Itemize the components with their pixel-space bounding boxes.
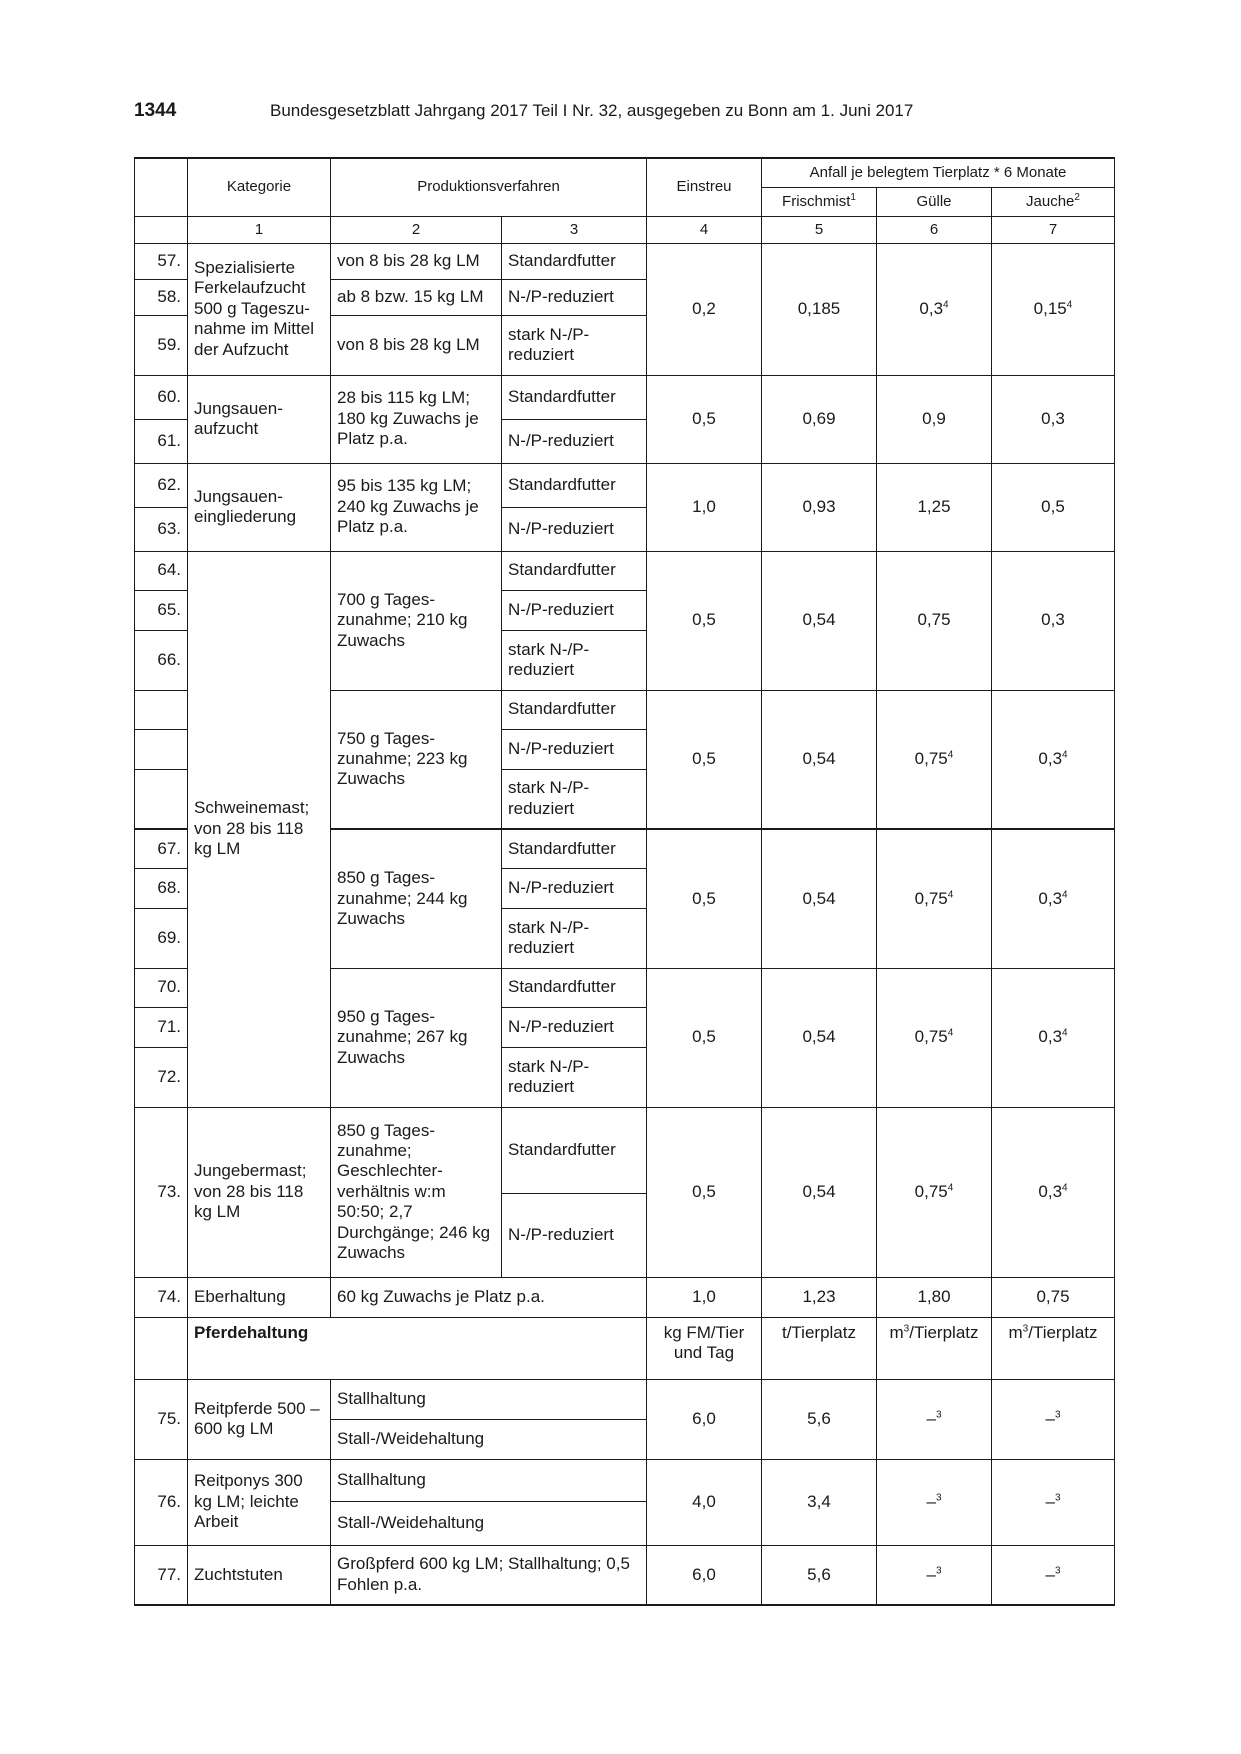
table-row: [135, 243, 1115, 279]
jauche-value: $0,3^4$: [992, 968, 1115, 1107]
guelle-value: –$^3$: [877, 1379, 992, 1459]
feed-cell: stark N-/P-reduziert: [502, 1047, 647, 1107]
frischmist-value: 0,185: [762, 243, 877, 375]
unit-einstreu: kg FM/Tier und Tag: [647, 1317, 762, 1379]
table-row: [135, 1545, 1115, 1605]
produktion-cell: von 8 bis 28 kg LM: [331, 243, 502, 279]
einstreu-value: 1,0: [647, 463, 762, 551]
row-number: 60.: [135, 375, 188, 419]
einstreu-value: 1,0: [647, 1277, 762, 1317]
table-row: [135, 1277, 1115, 1317]
blank-header-cell: [135, 158, 188, 216]
feed-cell: Standardfutter: [502, 1107, 647, 1193]
produktion-cell: 850 g Tageszunahme; Geschlechterverhältnis w:m 50:50; 2,7 Durchgänge; 246 kg Zuwachs: [331, 1107, 502, 1277]
kategorie-cell: Reitponys 300 kg LM; leichte Arbeit: [188, 1459, 331, 1545]
kategorie-cell: Spezialisierte Ferkelaufzucht 500 g Tageszunahme im Mittel der Aufzucht: [188, 243, 331, 375]
jauche-value: 0,15$^4$: [992, 243, 1115, 375]
row-number: 66.: [135, 630, 188, 690]
einstreu-value: 6,0: [647, 1545, 762, 1605]
row-number: 63.: [135, 507, 188, 551]
einstreu-value: 0,5: [647, 551, 762, 690]
feed-cell: N-/P-reduziert: [502, 590, 647, 630]
jauche-value: $0,3^4$: [992, 1107, 1115, 1277]
col-number: 6: [877, 216, 992, 243]
frischmist-value: 3,4: [762, 1459, 877, 1545]
frischmist-value: 5,6: [762, 1379, 877, 1459]
kategorie-cell: Jungebermast; von 28 bis 118 kg LM: [188, 1107, 331, 1277]
col-number: 7: [992, 216, 1115, 243]
produktion-cell: 28 bis 115 kg LM; 180 kg Zuwachs je Platz p.a.: [331, 375, 502, 463]
col-number: 4: [647, 216, 762, 243]
jauche-value: 0,5: [992, 463, 1115, 551]
frischmist-value: 0,54: [762, 690, 877, 829]
feed-cell: N-/P-reduziert: [502, 279, 647, 315]
einstreu-value: 0,5: [647, 375, 762, 463]
produktion-cell: Großpferd 600 kg LM; Stallhaltung; 0,5 Fohlen p.a.: [331, 1545, 647, 1605]
jauche-value: $0,3^4$: [992, 829, 1115, 968]
row-number: [135, 690, 188, 729]
produktion-cell: Stallhaltung: [331, 1459, 647, 1501]
feed-cell: N-/P-reduziert: [502, 729, 647, 769]
table-row: [135, 1379, 1115, 1419]
feed-cell: N-/P-reduziert: [502, 1007, 647, 1047]
einstreu-value: 0,2: [647, 243, 762, 375]
jauche-value: $0,3^4$: [992, 690, 1115, 829]
feed-cell: N-/P-reduziert: [502, 419, 647, 463]
jauche-value: 0,3: [992, 375, 1115, 463]
row-number: 65.: [135, 590, 188, 630]
feed-cell: stark N-/P-reduziert: [502, 630, 647, 690]
produktion-cell: Stallhaltung: [331, 1379, 647, 1419]
col-anfall: Anfall je belegtem Tierplatz * 6 Monate: [762, 158, 1115, 187]
guelle-value: 0,75$^4$: [877, 829, 992, 968]
feed-cell: N-/P-reduziert: [502, 868, 647, 908]
frischmist-value: 0,54: [762, 1107, 877, 1277]
row-number: 70.: [135, 968, 188, 1007]
produktion-cell: Stall-/Weidehaltung: [331, 1501, 647, 1545]
table-row: [135, 551, 1115, 590]
guelle-value: –$^3$: [877, 1459, 992, 1545]
guelle-value: 0,75$^4$: [877, 690, 992, 829]
produktion-cell: ab 8 bzw. 15 kg LM: [331, 279, 502, 315]
col-number: [135, 216, 188, 243]
row-number: [135, 769, 188, 829]
einstreu-value: 0,5: [647, 968, 762, 1107]
unit-guelle: $m^3$/Tierplatz: [877, 1317, 992, 1379]
col-jauche: Jauche$^2$: [992, 187, 1115, 216]
guelle-value: 0,75: [877, 551, 992, 690]
guelle-value: 0,75$^4$: [877, 968, 992, 1107]
row-number: 67.: [135, 829, 188, 868]
row-number: 76.: [135, 1459, 188, 1545]
table-row: [135, 1107, 1115, 1193]
frischmist-value: 0,93: [762, 463, 877, 551]
row-number: 73.: [135, 1107, 188, 1277]
row-number: 71.: [135, 1007, 188, 1047]
kategorie-cell: Zuchtstuten: [188, 1545, 331, 1605]
guelle-value: 0,9: [877, 375, 992, 463]
frischmist-value: 0,54: [762, 968, 877, 1107]
produktion-cell: von 8 bis 28 kg LM: [331, 315, 502, 375]
row-number: 69.: [135, 908, 188, 968]
guelle-value: 0,75$^4$: [877, 1107, 992, 1277]
running-head: Bundesgesetzblatt Jahrgang 2017 Teil I Nr. 32, ausgegeben zu Bonn am 1. Juni 2017: [270, 101, 914, 120]
guelle-value: 1,80: [877, 1277, 992, 1317]
row-number: 64.: [135, 551, 188, 590]
kategorie-cell: Eberhaltung: [188, 1277, 331, 1317]
feed-cell: Standardfutter: [502, 375, 647, 419]
col-einstreu: Einstreu: [647, 158, 762, 216]
produktion-cell: Stall-/Weidehaltung: [331, 1419, 647, 1459]
unit-jauche: $m^3$/Tierplatz: [992, 1317, 1115, 1379]
einstreu-value: 0,5: [647, 1107, 762, 1277]
manure-table: [134, 157, 1115, 1606]
row-number: [135, 729, 188, 769]
row-number: 59.: [135, 315, 188, 375]
feed-cell: stark N-/P-reduziert: [502, 908, 647, 968]
kategorie-cell: Jungsauenaufzucht: [188, 375, 331, 463]
frischmist-value: 0,54: [762, 551, 877, 690]
col-number: 5: [762, 216, 877, 243]
einstreu-value: 0,5: [647, 690, 762, 829]
jauche-value: 0,75: [992, 1277, 1115, 1317]
col-frischmist: Frischmist$^1$: [762, 187, 877, 216]
feed-cell: Standardfutter: [502, 829, 647, 868]
col-guelle: Gülle: [877, 187, 992, 216]
column-numbers-row: [135, 216, 1115, 243]
header-row: [135, 158, 1115, 187]
guelle-value: $0,3^4$: [877, 243, 992, 375]
row-number: 77.: [135, 1545, 188, 1605]
row-number: 62.: [135, 463, 188, 507]
feed-cell: Standardfutter: [502, 690, 647, 729]
kategorie-cell: Schweinemast; von 28 bis 118 kg LM: [188, 551, 331, 1107]
col-produktionsverfahren: Produktionsverfahren: [331, 158, 647, 216]
unit-frischmist: t/Tierplatz: [762, 1317, 877, 1379]
table-row: [135, 1459, 1115, 1501]
frischmist-value: 1,23: [762, 1277, 877, 1317]
feed-cell: stark N-/P-reduziert: [502, 315, 647, 375]
feed-cell: stark N-/P-reduziert: [502, 769, 647, 829]
row-number: 61.: [135, 419, 188, 463]
table-row: [135, 463, 1115, 507]
row-number: 75.: [135, 1379, 188, 1459]
feed-cell: Standardfutter: [502, 243, 647, 279]
kategorie-cell: Reitpferde 500 – 600 kg LM: [188, 1379, 331, 1459]
jauche-value: –$^3$: [992, 1379, 1115, 1459]
guelle-value: 1,25: [877, 463, 992, 551]
guelle-value: –$^3$: [877, 1545, 992, 1605]
page-header: [134, 100, 1114, 130]
col-number: 1: [188, 216, 331, 243]
einstreu-value: 0,5: [647, 829, 762, 968]
frischmist-value: 0,69: [762, 375, 877, 463]
table-row: [135, 375, 1115, 419]
section-row-pferdehaltung: [135, 1317, 1115, 1379]
feed-cell: Standardfutter: [502, 463, 647, 507]
produktion-cell: 750 g Tageszunahme; 223 kg Zuwachs: [331, 690, 502, 829]
section-title: Pferdehaltung: [188, 1317, 647, 1379]
row-number: 57.: [135, 243, 188, 279]
jauche-value: –$^3$: [992, 1459, 1115, 1545]
feed-cell: Standardfutter: [502, 551, 647, 590]
col-number: 3: [502, 216, 647, 243]
einstreu-value: 4,0: [647, 1459, 762, 1545]
produktion-cell: 700 g Tageszunahme; 210 kg Zuwachs: [331, 551, 502, 690]
page-number: 1344: [134, 100, 177, 121]
jauche-value: –$^3$: [992, 1545, 1115, 1605]
kategorie-cell: Jungsaueneingliederung: [188, 463, 331, 551]
feed-cell: N-/P-reduziert: [502, 507, 647, 551]
produktion-cell: 850 g Tageszunahme; 244 kg Zuwachs: [331, 829, 502, 968]
row-number: 68.: [135, 868, 188, 908]
col-number: 2: [331, 216, 502, 243]
frischmist-value: 0,54: [762, 829, 877, 968]
row-number: 58.: [135, 279, 188, 315]
row-number: 74.: [135, 1277, 188, 1317]
feed-cell: N-/P-reduziert: [502, 1193, 647, 1277]
col-kategorie: Kategorie: [188, 158, 331, 216]
produktion-cell: 950 g Tageszunahme; 267 kg Zuwachs: [331, 968, 502, 1107]
einstreu-value: 6,0: [647, 1379, 762, 1459]
frischmist-value: 5,6: [762, 1545, 877, 1605]
feed-cell: Standardfutter: [502, 968, 647, 1007]
row-number: 72.: [135, 1047, 188, 1107]
produktion-cell: 60 kg Zuwachs je Platz p.a.: [331, 1277, 647, 1317]
blank-cell: [135, 1317, 188, 1379]
produktion-cell: 95 bis 135 kg LM; 240 kg Zuwachs je Platz p.a.: [331, 463, 502, 551]
jauche-value: 0,3: [992, 551, 1115, 690]
